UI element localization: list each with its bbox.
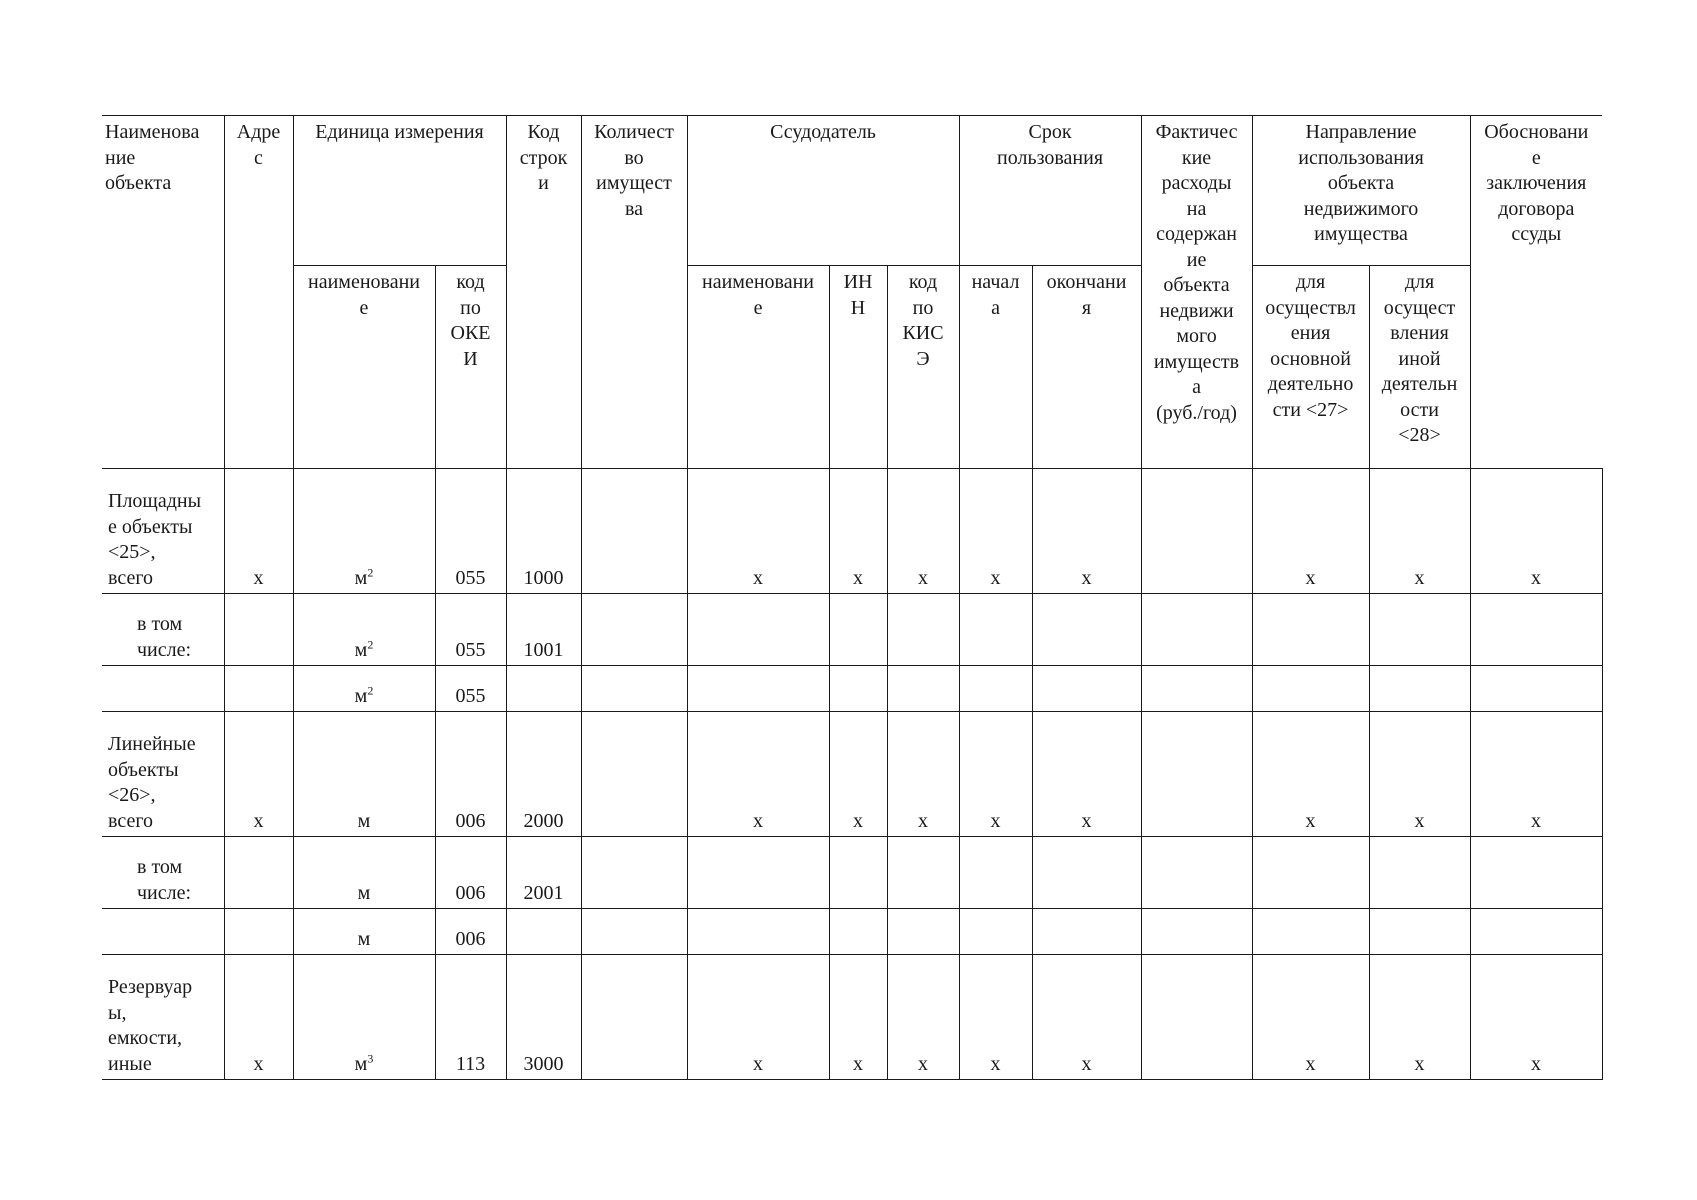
row-term-start bbox=[959, 666, 1032, 712]
unit-base: м bbox=[357, 809, 371, 832]
row-kise bbox=[887, 594, 959, 666]
row-okei: 055 bbox=[435, 594, 506, 666]
header-lender-kise: код по КИС Э bbox=[887, 266, 959, 469]
unit-base: м bbox=[357, 881, 371, 904]
row-quantity bbox=[581, 909, 687, 955]
unit-base: м bbox=[354, 1052, 368, 1075]
row-okei: 055 bbox=[435, 469, 506, 594]
row-lender-name bbox=[687, 909, 829, 955]
row-term-end bbox=[1032, 594, 1141, 666]
row-unit bbox=[293, 594, 435, 666]
row-lender-name bbox=[687, 837, 829, 909]
row-inn: x bbox=[829, 955, 887, 1080]
row-term-start: x bbox=[959, 712, 1032, 837]
row-unit bbox=[293, 909, 435, 955]
row-lender-name: x bbox=[687, 469, 829, 594]
table-body bbox=[102, 469, 1602, 1080]
row-lender-name: x bbox=[687, 955, 829, 1080]
row-expenses bbox=[1141, 712, 1252, 837]
row-kise bbox=[887, 909, 959, 955]
row-lender-name: x bbox=[687, 712, 829, 837]
row-quantity bbox=[581, 469, 687, 594]
row-code bbox=[506, 666, 581, 712]
row-unit bbox=[293, 837, 435, 909]
row-justification: x bbox=[1470, 469, 1602, 594]
header-term: Срок пользования bbox=[959, 116, 1141, 266]
row-inn bbox=[829, 909, 887, 955]
unit-power: 2 bbox=[367, 636, 374, 651]
row-direction-other: x bbox=[1369, 469, 1470, 594]
row-code: 2001 bbox=[506, 837, 581, 909]
row-okei: 055 bbox=[435, 666, 506, 712]
row-code: 3000 bbox=[506, 955, 581, 1080]
row-quantity bbox=[581, 594, 687, 666]
row-lender-name bbox=[687, 666, 829, 712]
row-address: x bbox=[224, 712, 293, 837]
header-quantity: Количест во имущест ва bbox=[581, 116, 687, 469]
row-lender-name bbox=[687, 594, 829, 666]
row-expenses bbox=[1141, 909, 1252, 955]
row-kise bbox=[887, 666, 959, 712]
row-direction-other bbox=[1369, 666, 1470, 712]
row-code: 1000 bbox=[506, 469, 581, 594]
row-direction-other: x bbox=[1369, 712, 1470, 837]
unit-power: 2 bbox=[367, 564, 374, 579]
header-lender-name: наименовани е bbox=[687, 266, 829, 469]
row-quantity bbox=[581, 955, 687, 1080]
header-term-end: окончани я bbox=[1032, 266, 1141, 469]
row-okei: 113 bbox=[435, 955, 506, 1080]
row-kise bbox=[887, 837, 959, 909]
row-unit bbox=[293, 955, 435, 1080]
header-direction-main: для осуществл ения основной деятельно сти <27> bbox=[1252, 266, 1369, 469]
row-justification: x bbox=[1470, 712, 1602, 837]
row-term-end: x bbox=[1032, 955, 1141, 1080]
row-direction-main bbox=[1252, 594, 1369, 666]
row-name: в том числе: bbox=[102, 594, 224, 666]
row-direction-main bbox=[1252, 837, 1369, 909]
row-okei: 006 bbox=[435, 837, 506, 909]
row-expenses bbox=[1141, 837, 1252, 909]
row-justification: x bbox=[1470, 955, 1602, 1080]
table-row bbox=[102, 837, 1602, 909]
row-direction-main: x bbox=[1252, 469, 1369, 594]
row-inn: x bbox=[829, 469, 887, 594]
row-term-end bbox=[1032, 837, 1141, 909]
row-justification bbox=[1470, 837, 1602, 909]
row-kise: x bbox=[887, 469, 959, 594]
row-address bbox=[224, 909, 293, 955]
row-code: 1001 bbox=[506, 594, 581, 666]
header-expenses: Фактичес кие расходы на содержан ие объекта недвижи мого имуществ а (руб./год) bbox=[1141, 116, 1252, 469]
row-term-end: x bbox=[1032, 712, 1141, 837]
row-inn bbox=[829, 666, 887, 712]
row-direction-main: x bbox=[1252, 712, 1369, 837]
row-okei: 006 bbox=[435, 909, 506, 955]
table-row bbox=[102, 955, 1602, 1080]
row-term-start bbox=[959, 594, 1032, 666]
row-name: в том числе: bbox=[102, 837, 224, 909]
unit-base: м bbox=[357, 927, 371, 950]
header-object-name: Наименова ние объекта bbox=[102, 116, 224, 469]
row-direction-other: x bbox=[1369, 955, 1470, 1080]
row-name bbox=[102, 909, 224, 955]
row-address: x bbox=[224, 955, 293, 1080]
row-expenses bbox=[1141, 666, 1252, 712]
row-term-start: x bbox=[959, 955, 1032, 1080]
row-inn bbox=[829, 837, 887, 909]
row-direction-other bbox=[1369, 837, 1470, 909]
header-line-code: Код строк и bbox=[506, 116, 581, 469]
header-unit: Единица измерения bbox=[293, 116, 506, 266]
row-quantity bbox=[581, 666, 687, 712]
row-expenses bbox=[1141, 955, 1252, 1080]
row-address: x bbox=[224, 469, 293, 594]
row-name: Резервуар ы, емкости, иные bbox=[102, 955, 224, 1080]
row-term-start bbox=[959, 837, 1032, 909]
unit-power: 3 bbox=[367, 1050, 374, 1065]
row-direction-main: x bbox=[1252, 955, 1369, 1080]
header-address: Адре с bbox=[224, 116, 293, 469]
row-justification bbox=[1470, 666, 1602, 712]
row-expenses bbox=[1141, 594, 1252, 666]
row-expenses bbox=[1141, 469, 1252, 594]
header-unit-name: наименовани е bbox=[293, 266, 435, 469]
row-term-start bbox=[959, 909, 1032, 955]
row-okei: 006 bbox=[435, 712, 506, 837]
row-inn: x bbox=[829, 712, 887, 837]
row-address bbox=[224, 837, 293, 909]
row-quantity bbox=[581, 837, 687, 909]
row-term-end: x bbox=[1032, 469, 1141, 594]
row-address bbox=[224, 666, 293, 712]
header-lender: Ссудодатель bbox=[687, 116, 959, 266]
header-term-start: начал а bbox=[959, 266, 1032, 469]
row-code bbox=[506, 909, 581, 955]
unit-base: м bbox=[354, 638, 368, 661]
header-justification: Обосновани е заключения договора ссуды bbox=[1470, 116, 1602, 469]
row-kise: x bbox=[887, 955, 959, 1080]
row-name: Площадны е объекты <25>, всего bbox=[102, 469, 224, 594]
row-unit bbox=[293, 666, 435, 712]
row-name: Линейные объекты <26>, всего bbox=[102, 712, 224, 837]
header-direction-other: для осущест вления иной деятельн ости <28> bbox=[1369, 266, 1470, 469]
unit-base: м bbox=[354, 566, 368, 589]
row-unit bbox=[293, 469, 435, 594]
row-direction-main bbox=[1252, 666, 1369, 712]
table-row bbox=[102, 909, 1602, 955]
header-unit-okei: код по ОКЕ И bbox=[435, 266, 506, 469]
row-direction-main bbox=[1252, 909, 1369, 955]
row-kise: x bbox=[887, 712, 959, 837]
header-direction: Направление использования объекта недвижимого имущества bbox=[1252, 116, 1470, 266]
row-inn bbox=[829, 594, 887, 666]
row-term-start: x bbox=[959, 469, 1032, 594]
property-table bbox=[102, 115, 1603, 1080]
row-term-end bbox=[1032, 909, 1141, 955]
row-direction-other bbox=[1369, 909, 1470, 955]
row-direction-other bbox=[1369, 594, 1470, 666]
row-justification bbox=[1470, 594, 1602, 666]
table-row bbox=[102, 712, 1602, 837]
row-unit bbox=[293, 712, 435, 837]
unit-base: м bbox=[354, 684, 368, 707]
row-term-end bbox=[1032, 666, 1141, 712]
row-address bbox=[224, 594, 293, 666]
row-code: 2000 bbox=[506, 712, 581, 837]
unit-power: 2 bbox=[367, 682, 374, 697]
row-justification bbox=[1470, 909, 1602, 955]
row-quantity bbox=[581, 712, 687, 837]
header-lender-inn: ИН Н bbox=[829, 266, 887, 469]
table-row bbox=[102, 666, 1602, 712]
row-name bbox=[102, 666, 224, 712]
table-row bbox=[102, 469, 1602, 594]
table-row bbox=[102, 594, 1602, 666]
